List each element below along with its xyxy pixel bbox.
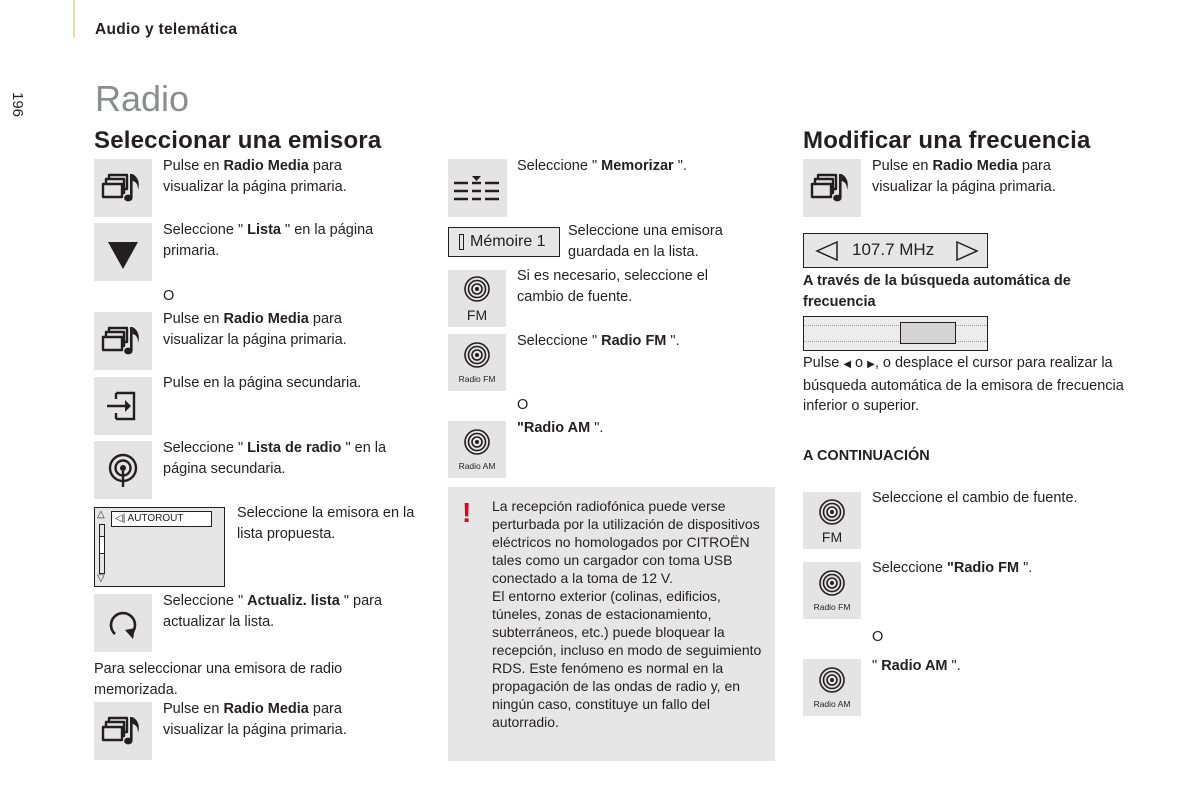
left-step-2: Seleccione " Lista " en la página primaria. xyxy=(163,222,374,259)
page-title: Radio xyxy=(95,78,190,119)
radio-fm-icon xyxy=(803,562,861,619)
left-step-6: Seleccione la emisora en la lista propuesta. xyxy=(237,505,415,542)
left-step-8: Pulse en Radio Media para visualizar la página primaria. xyxy=(163,701,347,738)
scrollbar-thumb xyxy=(99,536,105,554)
memory-slot-icon xyxy=(459,234,464,250)
radio-am-icon xyxy=(448,421,506,478)
left-or-1: O xyxy=(163,288,175,304)
right-step-3: Seleccione el cambio de fuente. xyxy=(872,490,1078,506)
right-heading: Modificar una frecuencia xyxy=(803,127,1091,154)
left-paragraph: Para seleccionar una emisora de radio memorizada. xyxy=(94,661,343,698)
station-name: AUTOROUT xyxy=(127,513,184,524)
right-step-2: Pulse ◀ o ▶, o desplace el cursor para realizar la búsqueda automática de la emisora de frecuencia inferior o superior. xyxy=(803,355,1124,414)
auto-search-heading: A través de la búsqueda automática de frecuencia xyxy=(803,273,1071,310)
left-heading: Seleccionar una emisora xyxy=(94,127,382,154)
middle-step-4: Seleccione " Radio FM ". xyxy=(517,333,680,349)
radio-media-icon xyxy=(94,702,152,760)
fm-label: FM xyxy=(466,307,488,323)
slider-cursor xyxy=(900,322,956,344)
scroll-down-icon: ▽ xyxy=(97,573,105,584)
radio-media-icon xyxy=(94,159,152,217)
radio-media-icon xyxy=(803,159,861,217)
middle-or-2: O xyxy=(517,397,529,413)
radio-fm-icon xyxy=(448,334,506,391)
left-step-7: Seleccione " Actualiz. lista " para actualizar la lista. xyxy=(163,593,383,630)
middle-step-2: Seleccione una emisora guardada en la lista. xyxy=(568,223,723,260)
left-step-4: Pulse en la página secundaria. xyxy=(163,375,362,391)
station-list-item xyxy=(111,511,212,527)
frequency-slider xyxy=(803,316,988,351)
left-arrow-icon: ◀ xyxy=(843,359,852,370)
warning-icon: ! xyxy=(462,497,472,528)
warning-text: La recepción radiofónica puede verse perturbada por la utilización de dispositivos eléctricos no homologados por CITROËN tales como un cargador con toma USB conectado a la toma de 12 V. El entorno exterior (colinas, edificios, túneles, zonas de estacionamiento, subterráneos, etc.) puede bloquear la recepción, incluso en modo de seguimiento RDS. Este fenómeno es normal en la propagación de las ondas de radio y, en ningún caso, constituye un fallo del autorradio. xyxy=(492,498,762,730)
frequency-up-icon xyxy=(954,240,980,262)
radio-am-label: Radio AM xyxy=(813,699,851,709)
radio-antenna-icon xyxy=(94,441,152,499)
slider-track-top xyxy=(804,325,987,326)
source-disc-icon xyxy=(803,492,861,549)
frequency-display xyxy=(803,233,988,268)
middle-step-3: Si es necesario, seleccione el cambio de fuente. xyxy=(517,268,709,305)
right-step-1: Pulse en Radio Media para visualizar la página primaria. xyxy=(872,158,1056,195)
continue-heading: A CONTINUACIÓN xyxy=(803,448,930,464)
left-step-5: Seleccione " Lista de radio " en la página secundaria. xyxy=(163,440,387,477)
left-step-3: Pulse en Radio Media para visualizar la página primaria. xyxy=(163,311,347,348)
refresh-icon xyxy=(94,594,152,652)
header-section: Audio y telemática xyxy=(95,21,238,38)
memory-button xyxy=(448,227,560,257)
fm-label: FM xyxy=(821,529,843,545)
station-list-screen xyxy=(94,507,225,587)
header-accent-bar xyxy=(73,0,75,38)
warning-note xyxy=(448,487,775,761)
radio-media-icon xyxy=(94,312,152,370)
right-step-4: Seleccione "Radio FM ". xyxy=(872,560,1033,576)
memory-label: Mémoire 1 xyxy=(470,233,546,250)
radio-am-icon xyxy=(803,659,861,716)
right-arrow-icon: ▶ xyxy=(867,359,875,370)
radio-fm-label: Radio FM xyxy=(813,602,851,612)
speaker-icon: ◁| xyxy=(115,513,126,524)
scroll-up-icon: △ xyxy=(97,509,105,520)
source-disc-icon xyxy=(448,270,506,327)
slider-track-bottom xyxy=(804,341,987,342)
left-step-1: Pulse en Radio Media para visualizar la página primaria. xyxy=(163,158,347,195)
secondary-page-icon xyxy=(94,377,152,435)
page-number: 196 xyxy=(9,92,26,118)
middle-step-5: "Radio AM ". xyxy=(517,420,604,436)
radio-am-label: Radio AM xyxy=(458,461,496,471)
right-step-5: " Radio AM ". xyxy=(872,658,961,674)
down-triangle-icon xyxy=(94,223,152,281)
right-or-3: O xyxy=(872,629,884,645)
frequency-down-icon xyxy=(814,240,840,262)
middle-step-1: Seleccione " Memorizar ". xyxy=(517,158,687,174)
memorize-list-icon xyxy=(448,159,507,217)
frequency-value: 107.7 MHz xyxy=(852,240,935,259)
radio-fm-label: Radio FM xyxy=(458,374,496,384)
